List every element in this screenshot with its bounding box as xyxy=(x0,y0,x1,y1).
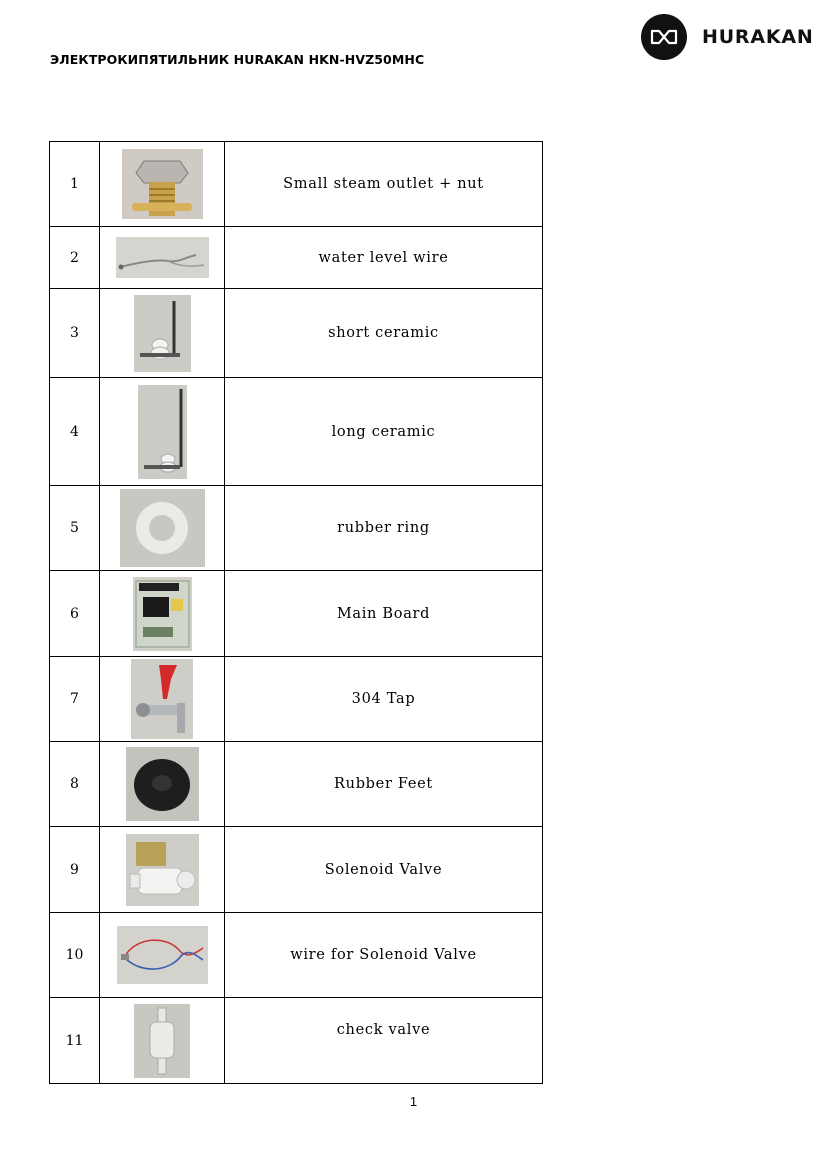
table-row xyxy=(50,913,543,998)
table-row xyxy=(50,571,543,657)
parts-table xyxy=(49,141,543,1084)
wire-photo xyxy=(116,237,209,278)
part-name: Small steam outlet + nut xyxy=(225,142,543,227)
document-title: ЭЛЕКТРОКИПЯТИЛЬНИК HURAKAN HKN-HVZ50MHC xyxy=(50,52,425,67)
part-number: 1 xyxy=(50,142,100,227)
part-number: 7 xyxy=(50,657,100,742)
table-row xyxy=(50,378,543,486)
part-name: rubber ring xyxy=(225,486,543,571)
part-name: short ceramic xyxy=(225,289,543,378)
table-row xyxy=(50,486,543,571)
part-number: 3 xyxy=(50,289,100,378)
page-number: 1 xyxy=(409,1094,418,1109)
tap-photo xyxy=(131,659,193,739)
part-name: check valve xyxy=(225,998,543,1084)
part-name: 304 Tap xyxy=(225,657,543,742)
part-number: 4 xyxy=(50,378,100,486)
brand-logo xyxy=(641,14,814,60)
part-number: 9 xyxy=(50,827,100,913)
brass-steam-outlet-photo xyxy=(122,149,203,219)
part-number: 10 xyxy=(50,913,100,998)
part-name: long ceramic xyxy=(225,378,543,486)
part-name: Main Board xyxy=(225,571,543,657)
table-row xyxy=(50,142,543,227)
part-number: 11 xyxy=(50,998,100,1084)
part-number: 6 xyxy=(50,571,100,657)
short-ceramic-probe-photo xyxy=(134,295,191,372)
part-number: 8 xyxy=(50,742,100,827)
long-ceramic-probe-photo xyxy=(138,385,187,479)
table-row xyxy=(50,289,543,378)
rubber-ring-photo xyxy=(120,489,205,567)
table-row xyxy=(50,742,543,827)
part-name: Rubber Feet xyxy=(225,742,543,827)
hurakan-logo-icon xyxy=(641,14,687,60)
solenoid-valve-photo xyxy=(126,834,199,906)
brand-name: HURAKAN xyxy=(702,26,814,48)
part-name: wire for Solenoid Valve xyxy=(225,913,543,998)
part-name: water level wire xyxy=(225,227,543,289)
check-valve-photo xyxy=(134,1004,190,1078)
circuit-board-photo xyxy=(133,577,192,651)
rubber-foot-photo xyxy=(126,747,199,821)
table-row xyxy=(50,827,543,913)
part-number: 2 xyxy=(50,227,100,289)
table-row xyxy=(50,657,543,742)
wire-photo xyxy=(117,926,208,984)
part-name: Solenoid Valve xyxy=(225,827,543,913)
part-number: 5 xyxy=(50,486,100,571)
table-row xyxy=(50,998,543,1084)
table-row xyxy=(50,227,543,289)
